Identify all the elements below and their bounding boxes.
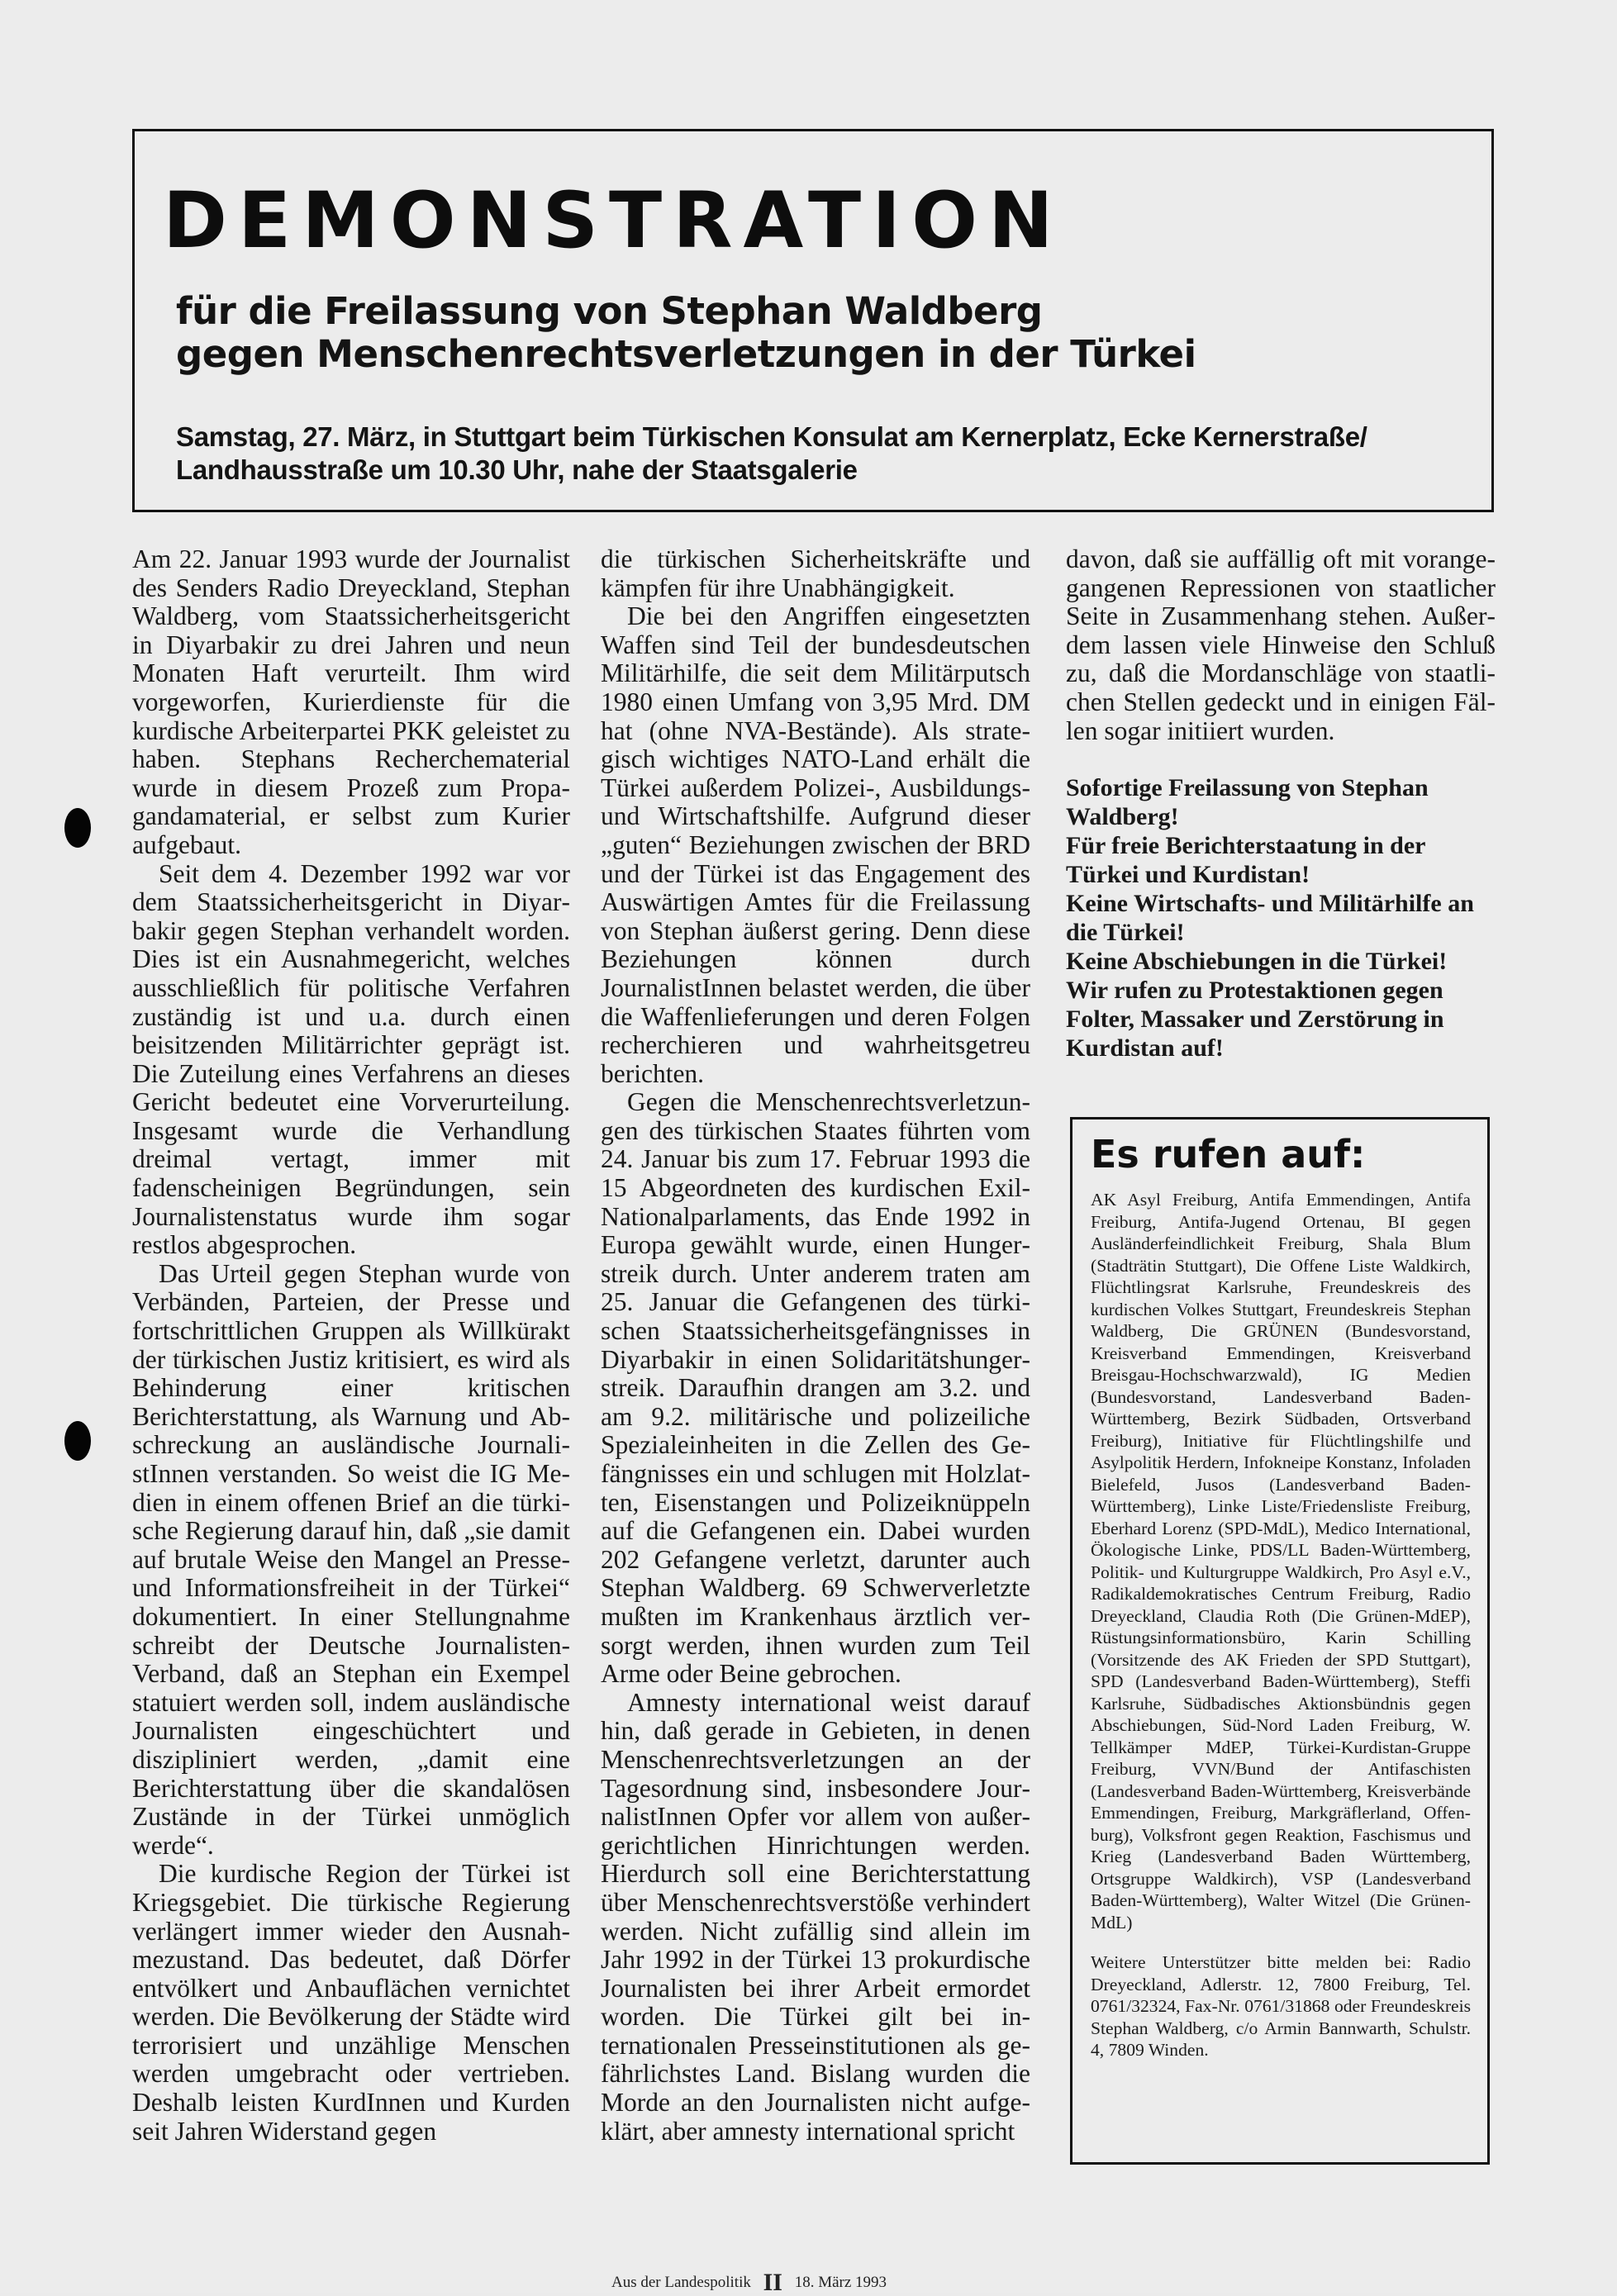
demand: Wir rufen zu Protestaktionen gegen Folter, Massaker und Zerstörung in Kurdistan auf! (1066, 977, 1444, 1062)
supporters-list: AK Asyl Freiburg, Antifa Emmendingen, Antifa Freiburg, Antifa-Jugend Ortenau, BI gegen Ausländerfeindlichkeit Freiburg, Shala Blum (Stadträtin Stuttgart), Die Offene Liste Waldkirch, Flüchtlingsrat Karlsruhe, Freundeskreis des kurdischen Volkes Stuttgart, Freundeskreis Stephan Waldberg, Die GRÜNEN (Bundesvorstand, Kreisverband Emmendingen, Kreisverband Breisgau-Hochschwarzwald), IG Medien (Bundesvorstand, Landesverband Baden-Württemberg, Bezirk Südbaden, Ortsverband Freiburg), Initiative für Flüchtlingshilfe und Asylpolitik Herdern, Infokneipe Konstanz, Infoladen Bielefeld, Jusos (Landesverband Baden-Württemberg), Linke Liste/Friedensliste Freiburg, Eberhard Lorenz (SPD-MdL), Medico International, Ökologische Linke, PDS/LL Baden-Württemberg, Politik- und Kulturgruppe Waldkirch, Pro Asyl e.V., Radikaldemokratisches Centrum Freiburg, Radio Dreyeckland, Claudia Roth (Die Grünen-MdEP), Rüstungsinformationsbüro, Karin Schilling (Vorsitzende des AK Frieden der SPD Stuttgart), SPD (Landesverband Baden-Württemberg), Steffi Karlsruhe, Südbadisches Aktionsbündnis gegen Abschiebungen, Süd-Nord Laden Freiburg, W. Tellkämper MdEP, Türkei-Kurdistan-Gruppe Freiburg, VVN/Bund der Antifaschisten (Landesverband Baden-Württemberg, Kreisverbände Emmendingen, Freiburg, Markgräflerland, Offenburg), Volksfront gegen Reaktion, Faschismus und Krieg (Landesverband Baden Württemberg, Ortsgruppe Waldkirch), VSP (Landesverband Baden-Württemberg), Walter Witzel (Die Grünen-MdL) (1091, 1190, 1471, 1932)
paragraph: die türkischen Sicherheitskräfte und kämpfen für ihre Unabhängigkeit. (601, 544, 1030, 602)
event-line: Samstag, 27. März, in Stuttgart beim Türkischen Konsulat am Kernerplatz, Ecke Kernerstraße/ (176, 421, 1367, 452)
subtitle-line: für die Freilassung von Stephan Waldberg (176, 289, 1043, 333)
event-line: Landhausstraße um 10.30 Uhr, nahe der Staatsgalerie (176, 454, 858, 485)
header-box (132, 129, 1494, 512)
page-footer (611, 2265, 887, 2294)
paragraph: Gegen die Menschenrechtsverletzungen des türkischen Staates führten vom 24. Januar bis zum 17. Februar 1993 die 15 Abgeordneten des kurdischen Exil-Nationalparlaments, das Ende 1992 in Europa gewählt wurde, einen Hungerstreik durch. Unter anderem traten am 25. Januar die Gefangenen des türkischen Staatssicherheitsgefängnisses in Diyarbakir in einen Solidaritätshungerstreik. Daraufhin drangen am 3.2. und am 9.2. militärische und polizeiliche Spezialeinheiten in die Zellen des Gefängnisses ein und schlugen mit Holzlatten, Eisenstangen und Polizeiknüppeln auf die Gefangenen ein. Dabei wurden 202 Gefangene verletzt, darunter auch Stephan Waldberg. 69 Schwerverletzte mußten im Krankenhaus ärztlich versorgt werden, ihnen wurden zum Teil Arme oder Beine gebrochen. (601, 1087, 1030, 1689)
supporters-contact: Weitere Unterstützer bitte melden bei: Radio Dreyeckland, Adlerstr. 12, 7800 Freiburg, Tel. 0761/32324, Fax-Nr. 0761/31868 oder Freundeskreis Stephan Waldberg, c/o Armin Bannwarth, Schulstr. 4, 7809 Winden. (1091, 1952, 1471, 2060)
paragraph: Das Urteil gegen Stephan wurde von Verbänden, Parteien, der Presse und fortschrittlichen Gruppen als Willkürakt der türkischen Justiz kritisiert, es wird als Behinderung einer kritischen Berichterstattung, als Warnung und Abschreckung an ausländische JournalistInnen verstanden. So weist die IG Medien in einem offenen Brief an die türkische Regierung darauf hin, daß „sie damit auf brutale Weise den Mangel an Presse- und Informationsfreiheit in der Türkei“ dokumentiert. In einer Stellungnahme schreibt der Deutsche Journalisten-Verband, daß an Stephan ein Exempel statuiert werden soll, indem ausländische Journalisten eingeschüchtert und diszipliniert werden, „damit eine Berichterstattung über die skandalösen Zustände in der Türkei unmöglich werde“. (132, 1258, 570, 1860)
punch-hole (64, 808, 91, 848)
footer-date: 18. März 1993 (794, 2274, 887, 2291)
subtitle (176, 290, 1196, 376)
event-info (176, 421, 1473, 487)
footer-section: Aus der Landespolitik (611, 2274, 751, 2291)
headline: DEMONSTRATION (163, 176, 1064, 266)
demand: Für freie Berichterstaatung in der Türkei und Kurdistan! (1066, 832, 1425, 889)
footer-page-number: II (763, 2269, 782, 2296)
supporters-box (1070, 1117, 1490, 2165)
article-column-3 (1066, 545, 1496, 1062)
demand: Keine Abschiebungen in die Türkei! (1066, 948, 1448, 976)
paragraph: Am 22. Januar 1993 wurde der Journalist des Senders Radio Dreyeckland, Stephan Waldberg, vom Staatssicherheitsgericht in Diyarbakir zu drei Jahren und neun Monaten Haft verurteilt. Ihm wird vorgeworfen, Kurierdienste für die kurdische Arbeiterpartei PKK geleistet zu haben. Stephans Recherchematerial wurde in diesem Prozeß zum Propagandamaterial, er selbst zum Kurier aufgebaut. (132, 544, 570, 859)
paragraph: davon, daß sie auffällig oft mit vorangegangenen Repressionen von staatlicher Seite in Zusammenhang stehen. Außerdem lassen viele Hinweise den Schluß zu, daß die Mordanschläge von staatlichen Stellen gedeckt und in einigen Fällen sogar initiiert wurden. (1066, 544, 1496, 745)
article-column-1 (132, 545, 570, 2146)
demand: Sofortige Freilassung von Stephan Waldberg! (1066, 774, 1429, 831)
paragraph: Seit dem 4. Dezember 1992 war vor dem Staatssicherheitsgericht in Diyarbakir gegen Stephan verhandelt worden. Dies ist ein Ausnahmegericht, welches ausschließlich für politische Verfahren zuständig ist und u.a. durch einen beisitzenden Militärrichter geprägt ist. Die Zuteilung eines Verfahrens an dieses Gericht bedeutet eine Vorverurteilung. Insgesamt wurde die Verhandlung dreimal vertagt, immer mit fadenscheinigen Begründungen, sein Journalistenstatus wurde ihm sogar restlos abgesprochen. (132, 858, 570, 1260)
demands-list (1066, 773, 1496, 1062)
supporters-title: Es rufen auf: (1091, 1132, 1366, 1177)
article-column-2 (601, 545, 1030, 2146)
subtitle-line: gegen Menschenrechtsverletzungen in der Türkei (176, 332, 1196, 376)
paragraph: Die kurdische Region der Türkei ist Kriegsgebiet. Die türkische Regierung verlängert immer wieder den Ausnahmezustand. Das bedeutet, daß Dörfer entvölkert und Anbauflächen vernichtet werden. Die Bevölkerung der Städte wird terrorisiert und unzählige Menschen werden umgebracht oder vertrieben. Deshalb leisten KurdInnen und Kurden seit Jahren Widerstand gegen (132, 1859, 570, 2146)
paragraph: Die bei den Angriffen eingesetzten Waffen sind Teil der bundesdeutschen Militärhilfe, die seit dem Militärputsch 1980 einen Umfang von 3,95 Mrd. DM hat (ohne NVA-Bestände). Als strategisch wichtiges NATO-Land erhält die Türkei außerdem Polizei-, Ausbildungs- und Wirtschaftshilfe. Aufgrund dieser „guten“ Beziehungen zwischen der BRD und der Türkei ist das Engagement des Auswärtigen Amtes für die Freilassung von Stephan äußerst gering. Denn diese Beziehungen können durch JournalistInnen belastet werden, die über die Waffenlieferungen und deren Folgen recherchieren und wahrheitsgetreu berichten. (601, 601, 1030, 1088)
demand: Keine Wirtschafts- und Militärhilfe an die Türkei! (1066, 890, 1474, 947)
punch-hole (64, 1421, 91, 1461)
paragraph: Amnesty international weist darauf hin, daß gerade in Gebieten, in denen Menschenrechtsverletzungen an der Tagesordnung sind, insbesondere JournalistInnen Opfer vor allem von außergerichtlichen Hinrichtungen werden. Hierdurch soll eine Berichterstattung über Menschenrechtsverstöße verhindert werden. Nicht zufällig sind allein im Jahr 1992 in der Türkei 13 prokurdische Journalisten bei ihrer Arbeit ermordet worden. Die Türkei gilt bei internationalen Presseinstitutionen als gefährlichstes Land. Bislang wurden die Morde an den Journalisten nicht aufgeklärt, aber amnesty international spricht (601, 1687, 1030, 2146)
